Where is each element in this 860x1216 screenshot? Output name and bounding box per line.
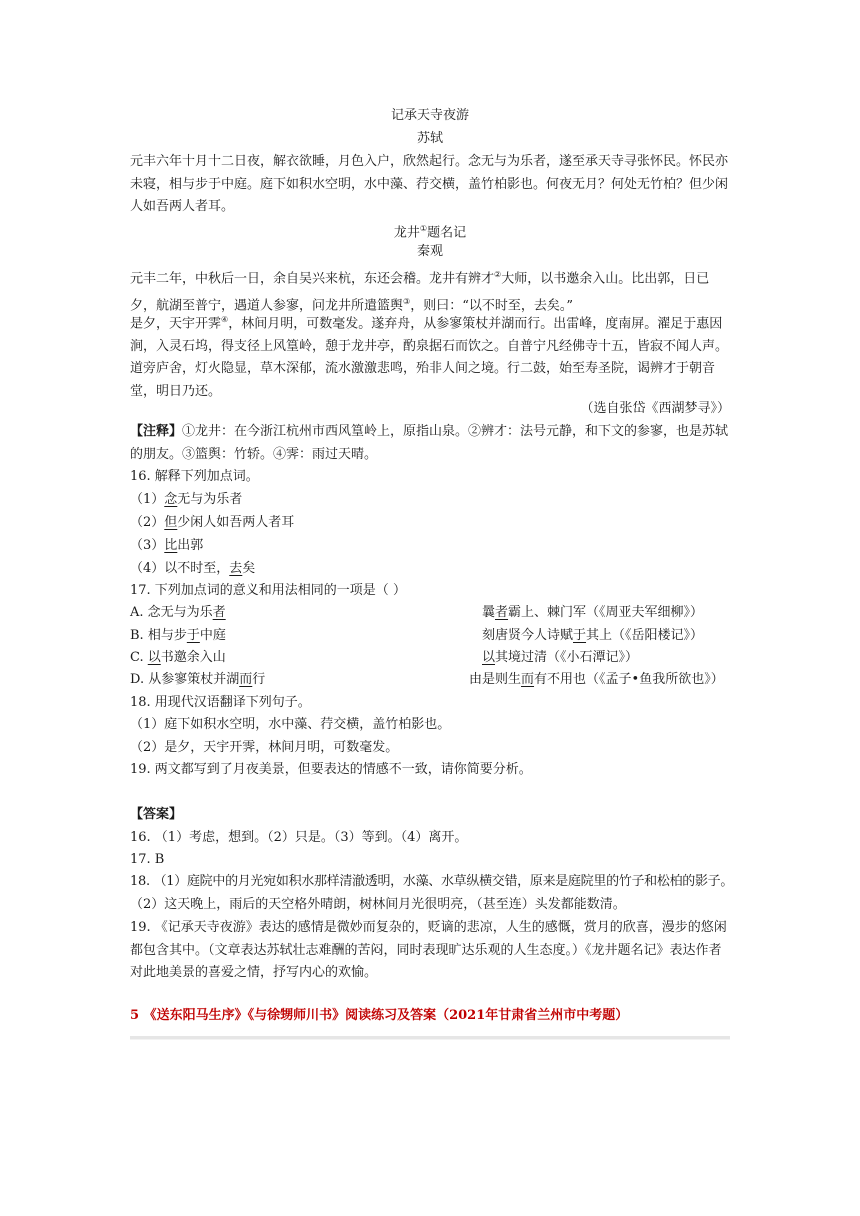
- dotted-word: 以: [482, 650, 496, 665]
- question-17-stem: 17. 下列加点词的意义和用法相同的一项是（ ）: [130, 583, 406, 598]
- passage2-p1-c: ，则曰：“以不时至，去矣。”: [410, 298, 573, 314]
- dotted-word: 者: [212, 605, 226, 620]
- answers-label: 【答案】: [130, 807, 183, 822]
- option-d-right: [469, 670, 724, 690]
- item-suffix: 出郭: [177, 538, 204, 553]
- option-text: 其境过清（《小石潭记》）: [495, 650, 639, 665]
- section-divider: [130, 1036, 730, 1040]
- option-text: 刻唐贤今人诗赋: [482, 628, 574, 643]
- question-18-stem: 18. 用现代汉语翻译下列句子。: [130, 695, 311, 710]
- dotted-word: 而: [521, 672, 535, 687]
- footnote-marker: ②: [494, 270, 502, 279]
- notes: [130, 421, 730, 466]
- passage2-author: 秦观: [416, 244, 443, 259]
- item-suffix: 少闲人如吾两人者耳: [177, 515, 295, 530]
- question-18-item: （1）庭下如积水空明，水中藻、荇交横，盖竹柏影也。: [130, 717, 451, 732]
- question-16-item: [130, 536, 203, 556]
- option-text: C.: [130, 650, 148, 665]
- passage2-title: [130, 219, 730, 243]
- dotted-word: 而: [239, 672, 253, 687]
- question-19-stem: 19. 两文都写到了月夜美景，但要表达的情感不一致，请你简要分析。: [130, 762, 532, 777]
- option-text: 霸上、棘门军（《周亚夫军细柳》）: [508, 605, 704, 620]
- item-prefix: （4）以不时至，: [130, 561, 230, 576]
- dotted-word: 去: [229, 561, 243, 576]
- dotted-word: 但: [164, 515, 178, 530]
- option-text: D. 从参寥策杖并湖: [130, 672, 240, 687]
- option-d-left: [130, 670, 265, 690]
- option-text: B. 相与步: [130, 628, 187, 643]
- passage2-title-a: 龙井: [393, 225, 420, 241]
- item-suffix: 矣: [242, 561, 256, 576]
- passage2-source: （选自张岱《西湖梦寻》）: [580, 401, 730, 416]
- item-prefix: （1）: [130, 492, 165, 507]
- notes-label: 【注释】: [130, 424, 183, 439]
- option-a-left: [130, 603, 226, 623]
- option-a-right: [482, 603, 703, 623]
- item-prefix: （2）: [130, 515, 165, 530]
- question-16-item: [130, 559, 255, 579]
- option-text: 曩: [482, 605, 496, 620]
- answer-19: 19. 《记承天寺夜游》表达的感情是微妙而复杂的，贬谪的悲凉，人生的感慨，赏月的欣喜，漫步的悠闲都包含其中。（文章表达苏轼壮志难酬的苦闷，同时表现旷达乐观的人生态度。）《龙井题名记》表达作者对此地美景的喜爱之情，抒写内心的欢愉。: [130, 920, 727, 980]
- option-text: 中庭: [199, 628, 226, 643]
- passage1-text: 元丰六年十月十二日夜，解衣欲睡，月色入户，欣然起行。念无与为乐者，遂至承天寺寻张怀民。怀民亦未寝，相与步于中庭。庭下如积水空明，水中藻、荇交横，盖竹柏影也。何夜无月？何处无竹柏？但少闲人如吾两人者耳。: [130, 154, 729, 214]
- dotted-word: 比: [164, 538, 178, 553]
- footnote-marker: ④: [221, 315, 229, 324]
- option-text: 由是则生: [469, 672, 522, 687]
- option-b-right: [482, 626, 703, 646]
- passage2-paragraph-2: [130, 309, 730, 403]
- dotted-word: 于: [573, 628, 587, 643]
- dotted-word: 者: [495, 605, 509, 620]
- option-text: 行: [252, 672, 266, 687]
- passage1-author: 苏轼: [416, 131, 443, 146]
- passage2-title-b: 题名记: [427, 225, 467, 241]
- option-text: 书邀余入山: [160, 650, 226, 665]
- passage2-p2-a: 是夕，天宇开霁: [130, 316, 222, 332]
- dotted-word: 于: [186, 628, 200, 643]
- dotted-word: 念: [164, 492, 178, 507]
- question-16-stem: 16. 解释下列加点词。: [130, 469, 259, 484]
- footnote-marker: ①: [419, 224, 428, 233]
- answer-18-1: 18. （1）庭院中的月光宛如积水那样清澈透明，水藻、水草纵横交错，原来是庭院里的竹子和松柏的影子。: [130, 874, 734, 889]
- question-16-item: [130, 513, 294, 533]
- option-text: A. 念无与为乐: [130, 605, 213, 620]
- question-16-item: [130, 490, 242, 510]
- option-c-right: [482, 648, 638, 668]
- passage2-p1-a: 元丰二年，中秋后一日，余自吴兴来杭，东还会稽。龙井有辨才: [130, 271, 495, 287]
- passage2-p1-b: 大师，以书邀余入山。比出郭，日已夕，航湖至普宁，遇道人参寥，问龙井所遣篮舆: [130, 271, 710, 314]
- answer-18-2: （2）这天晚上，雨后的天空格外晴朗，树林间月光很明亮，（甚至连）头发都能数清。: [130, 897, 626, 912]
- question-18-item: （2）是夕，天宇开霁，林间月明，可数毫发。: [130, 740, 399, 755]
- dotted-word: 以: [147, 650, 161, 665]
- option-text: 其上（《岳阳楼记》）: [586, 628, 704, 643]
- passage1-title: 记承天寺夜游: [390, 108, 469, 123]
- answer-16: 16. （1）考虑，想到。（2）只是。（3）等到。（4）离开。: [130, 830, 468, 845]
- item-prefix: （3）: [130, 538, 165, 553]
- notes-text: ①龙井：在今浙江杭州市西风篁岭上，原指山泉。②辨才：法号元静，和下文的参寥，也是苏轼的朋友。③篮舆：竹轿。④霁：雨过天晴。: [130, 424, 729, 462]
- item-suffix: 无与为乐者: [177, 492, 243, 507]
- passage2-p2-b: ，林间月明，可数毫发。遂弃舟，从参寥策杖并湖而行。出雷峰，度南屏。濯足于惠因涧，入灵石坞，得支径上风篁岭，憩于龙井亭，酌泉据石而饮之。自普宁凡经佛寺十五，皆寂不闻人声。道旁庐舍，灯火隐显，草木深郁，流水激激悲鸣，殆非人间之境。行二鼓，始至寿圣院，谒辨才于朝音堂，明日乃还。: [130, 316, 729, 399]
- option-text: 有不用也（《孟子•鱼我所欲也》）: [534, 672, 724, 687]
- answer-17: 17. B: [130, 852, 165, 867]
- option-c-left: [130, 648, 226, 668]
- option-b-left: [130, 626, 226, 646]
- next-article-link[interactable]: 5 《送东阳马生序》《与徐甥师川书》阅读练习及答案（2021年甘肃省兰州市中考题）: [130, 1008, 629, 1023]
- footnote-marker: ③: [403, 296, 411, 306]
